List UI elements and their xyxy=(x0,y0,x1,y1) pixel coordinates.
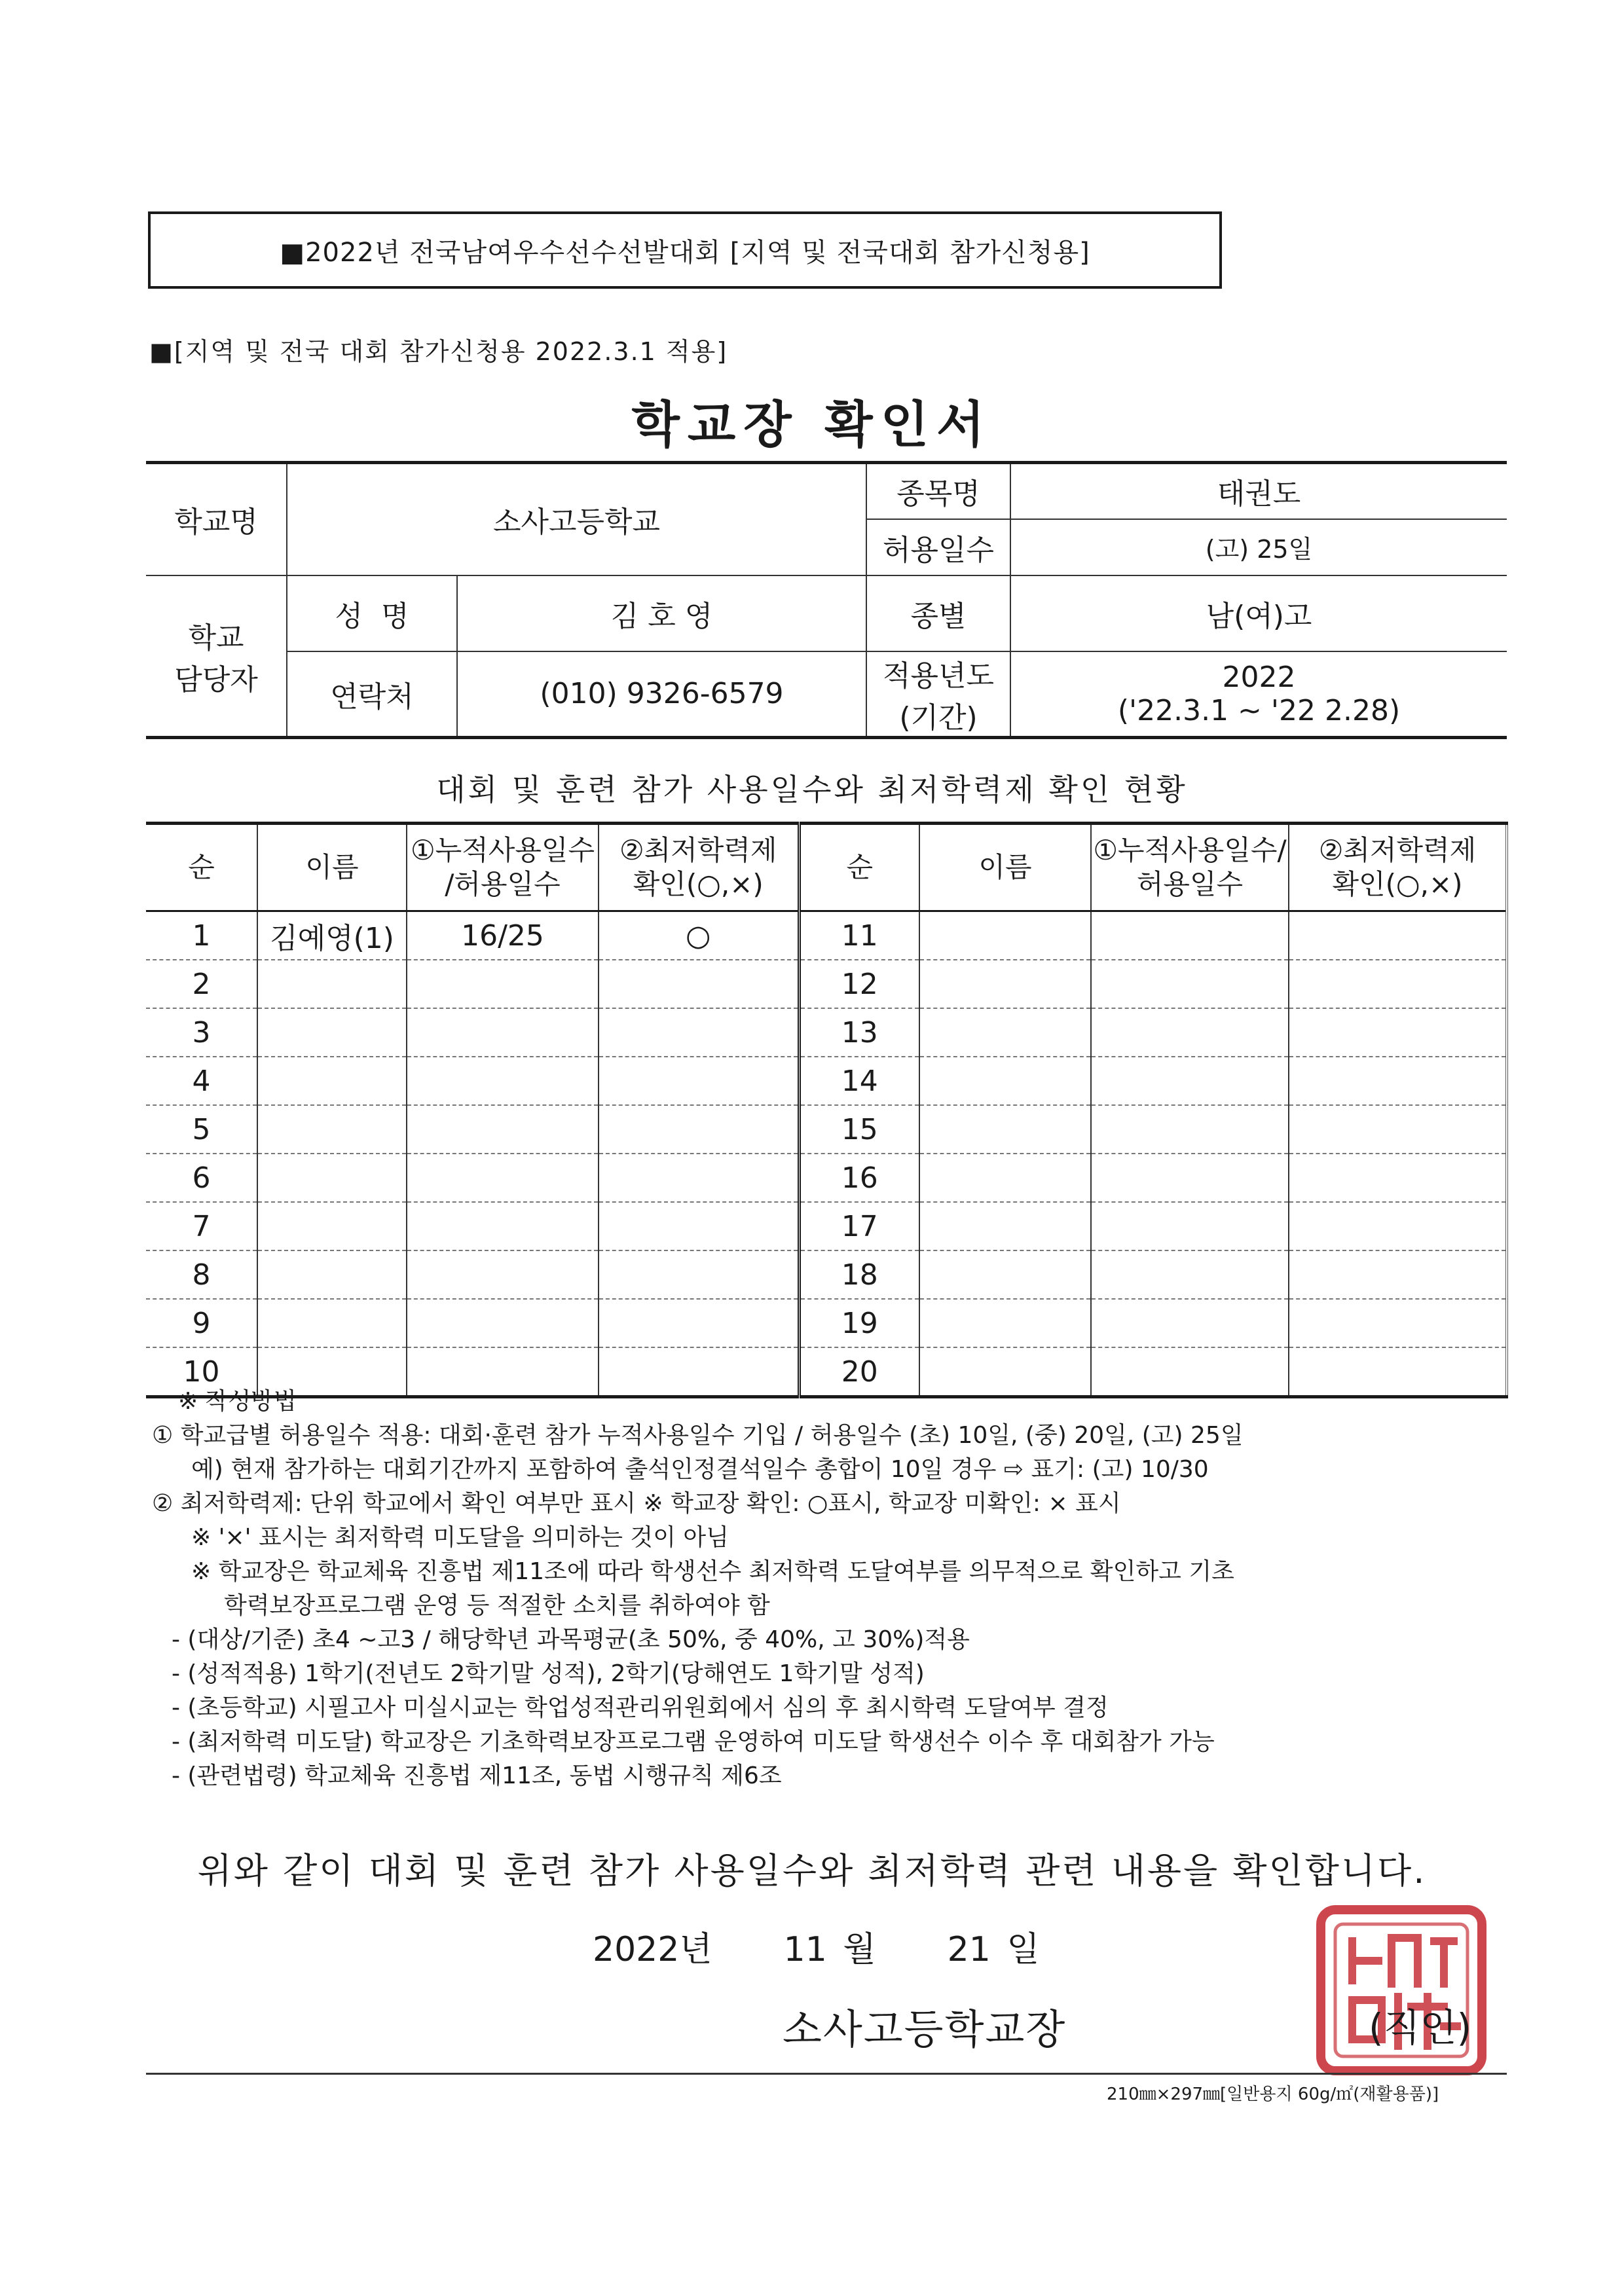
note-item: 예) 현재 참가하는 대회기간까지 포함하여 출석인정결석일수 총합이 10일 경우 ⇨ 표기: (고) 10/30 xyxy=(191,1456,1209,1483)
school-name-label: 학교명 xyxy=(146,463,287,575)
roster-row xyxy=(146,1008,1507,1057)
min-academic-check-cell xyxy=(1289,1008,1507,1057)
min-academic-check-cell xyxy=(1289,1105,1507,1154)
year-value xyxy=(1010,651,1507,738)
year-value-line1: 2022 xyxy=(1222,660,1296,694)
school-info-table xyxy=(146,461,1507,739)
category-value: 남(여)고 xyxy=(1010,575,1507,651)
paper-spec-footer: 210㎜×297㎜[일반용지 60g/㎡(재활용품)] xyxy=(1107,2085,1439,2104)
used-days-cell xyxy=(1091,1250,1289,1299)
row-number-cell: 11 xyxy=(799,911,919,960)
section-title: 대회 및 훈련 참가 사용일수와 최저학력제 확인 현황 xyxy=(436,772,1188,807)
student-name-cell xyxy=(919,1105,1091,1154)
staff-name-value: 김 호 영 xyxy=(457,575,866,651)
student-name-cell xyxy=(919,1299,1091,1347)
row-number-cell: 12 xyxy=(799,960,919,1008)
header-days-left-line1: ①누적사용일수 xyxy=(410,833,595,866)
row-number-cell: 20 xyxy=(799,1347,919,1397)
header-days-right-line2: 허용일수 xyxy=(1136,868,1244,900)
form-banner xyxy=(148,211,1222,289)
row-number-cell: 10 xyxy=(146,1347,257,1397)
note-item: ② 최저학력제: 단위 학교에서 확인 여부만 표시 ※ 학교장 확인: ○표시, 학교장 미확인: × 표시 xyxy=(152,1490,1121,1517)
row-number-cell: 8 xyxy=(146,1250,257,1299)
sport-label: 종목명 xyxy=(866,463,1010,519)
bottom-divider xyxy=(146,2073,1507,2075)
official-seal-icon xyxy=(1313,1902,1490,2079)
roster-row xyxy=(146,911,1507,960)
note-item: - (초등학교) 시필고사 미실시교는 학업성적관리위원회에서 심의 후 최시학력 도달여부 결정 xyxy=(172,1694,1109,1721)
used-days-cell xyxy=(1091,1299,1289,1347)
row-number-cell: 1 xyxy=(146,911,257,960)
used-days-cell xyxy=(1091,911,1289,960)
row-number-cell: 4 xyxy=(146,1057,257,1105)
banner-text: ■2022년 전국남여우수선수선발대회 [지역 및 전국대회 참가신청용] xyxy=(280,237,1090,268)
row-number-cell: 7 xyxy=(146,1202,257,1250)
year-label-line2: (기간) xyxy=(899,701,978,735)
min-academic-check-cell xyxy=(1289,960,1507,1008)
student-name-cell xyxy=(919,1202,1091,1250)
sport-value: 태권도 xyxy=(1010,463,1507,519)
used-days-cell xyxy=(1091,1057,1289,1105)
student-name-cell xyxy=(257,1154,407,1202)
student-name-cell xyxy=(919,911,1091,960)
used-days-cell xyxy=(407,1299,599,1347)
header-days-right xyxy=(1091,824,1289,911)
header-no-right: 순 xyxy=(799,824,919,911)
min-academic-check-cell xyxy=(599,1202,799,1250)
roster-row xyxy=(146,1250,1507,1299)
min-academic-check-cell xyxy=(1289,1299,1507,1347)
student-name-cell: 김예영(1) xyxy=(257,911,407,960)
year-value-line2: ('22.3.1 ~ '22 2.28) xyxy=(1117,693,1401,727)
note-item: - (최저학력 미도달) 학교장은 기초학력보장프로그램 운영하여 미도달 학생선수 이수 후 대회참가 가능 xyxy=(172,1728,1215,1755)
student-name-cell xyxy=(257,1105,407,1154)
date-month: 11 월 xyxy=(783,1930,876,1969)
roster-row xyxy=(146,1202,1507,1250)
student-name-cell xyxy=(257,960,407,1008)
issue-date xyxy=(593,1922,1040,1971)
date-day: 21 일 xyxy=(947,1930,1040,1969)
year-label xyxy=(866,651,1010,738)
header-name-left: 이름 xyxy=(257,824,407,911)
student-name-cell xyxy=(257,1057,407,1105)
used-days-cell xyxy=(407,1154,599,1202)
note-item: ※ '×' 표시는 최저학력 미도달을 의미하는 것이 아님 xyxy=(191,1524,729,1551)
row-number-cell: 14 xyxy=(799,1057,919,1105)
used-days-cell xyxy=(1091,1202,1289,1250)
header-check-left-line2: 확인(○,×) xyxy=(633,868,764,900)
staff-label-line1: 학교 xyxy=(188,621,244,655)
header-check-right xyxy=(1289,824,1507,911)
row-number-cell: 18 xyxy=(799,1250,919,1299)
contact-value: (010) 9326-6579 xyxy=(457,651,866,738)
staff-label-line2: 담당자 xyxy=(174,663,258,697)
min-academic-check-cell xyxy=(599,1057,799,1105)
min-academic-check-cell xyxy=(1289,1057,1507,1105)
used-days-cell xyxy=(1091,1008,1289,1057)
row-number-cell: 3 xyxy=(146,1008,257,1057)
student-name-cell xyxy=(919,1154,1091,1202)
roster-header-row xyxy=(146,824,1507,911)
roster-body xyxy=(146,911,1507,1397)
row-number-cell: 17 xyxy=(799,1202,919,1250)
row-number-cell: 9 xyxy=(146,1299,257,1347)
student-name-cell xyxy=(257,1202,407,1250)
header-check-left xyxy=(599,824,799,911)
seal-label: (직인) xyxy=(1369,2005,1472,2050)
staff-label xyxy=(146,575,287,738)
row-number-cell: 6 xyxy=(146,1154,257,1202)
page-title: 학교장 확인서 xyxy=(631,395,993,454)
header-days-left xyxy=(407,824,599,911)
student-name-cell xyxy=(919,1057,1091,1105)
min-academic-check-cell xyxy=(599,1299,799,1347)
used-days-cell xyxy=(407,1250,599,1299)
student-name-cell xyxy=(919,1008,1091,1057)
used-days-cell xyxy=(407,1202,599,1250)
min-academic-check-cell xyxy=(1289,1202,1507,1250)
row-number-cell: 2 xyxy=(146,960,257,1008)
writing-instructions xyxy=(152,1385,1501,1793)
header-check-right-line2: 확인(○,×) xyxy=(1332,868,1463,900)
used-days-cell xyxy=(407,1057,599,1105)
min-academic-check-cell xyxy=(599,960,799,1008)
school-name-value: 소사고등학교 xyxy=(287,463,866,575)
date-year: 2022년 xyxy=(593,1930,712,1969)
note-item: 학력보장프로그램 운영 등 적절한 소치를 취하여야 함 xyxy=(224,1592,770,1619)
used-days-cell xyxy=(1091,1154,1289,1202)
student-name-cell xyxy=(257,1299,407,1347)
used-days-cell xyxy=(407,960,599,1008)
allowed-days-label: 허용일수 xyxy=(866,519,1010,575)
min-academic-check-cell: ○ xyxy=(599,911,799,960)
row-number-cell: 15 xyxy=(799,1105,919,1154)
roster-row xyxy=(146,1154,1507,1202)
category-label: 종별 xyxy=(866,575,1010,651)
used-days-cell: 16/25 xyxy=(407,911,599,960)
used-days-cell xyxy=(1091,960,1289,1008)
note-item: ① 학교급별 허용일수 적용: 대회·훈련 참가 누적사용일수 기입 / 허용일수 (초) 10일, (중) 20일, (고) 25일 xyxy=(152,1422,1244,1449)
student-name-cell xyxy=(919,960,1091,1008)
staff-name-label: 성 명 xyxy=(287,575,457,651)
confirmation-statement: 위와 같이 대회 및 훈련 참가 사용일수와 최저학력 관련 내용을 확인합니다. xyxy=(197,1850,1427,1891)
student-name-cell xyxy=(257,1250,407,1299)
used-days-cell xyxy=(407,1008,599,1057)
header-days-left-line2: /허용일수 xyxy=(445,868,561,900)
header-days-right-line1: ①누적사용일수/ xyxy=(1093,833,1287,866)
row-number-cell: 13 xyxy=(799,1008,919,1057)
min-academic-check-cell xyxy=(599,1008,799,1057)
student-name-cell xyxy=(257,1008,407,1057)
note-item: ※ 학교장은 학교체육 진흥법 제11조에 따라 학생선수 최저학력 도달여부를 의무적으로 확인하고 기초 xyxy=(191,1558,1234,1585)
roster-table xyxy=(146,822,1508,1398)
used-days-cell xyxy=(407,1105,599,1154)
row-number-cell: 19 xyxy=(799,1299,919,1347)
allowed-days-value: (고) 25일 xyxy=(1010,519,1507,575)
notes-heading: ※ 작성방법 xyxy=(178,1388,297,1415)
form-subheading: ■[지역 및 전국 대회 참가신청용 2022.3.1 적용] xyxy=(149,337,728,366)
note-item: - (성적적용) 1학기(전년도 2학기말 성적), 2학기(당해연도 1학기말 성적) xyxy=(172,1660,925,1687)
used-days-cell xyxy=(1091,1105,1289,1154)
principal-name: 소사고등학교장 xyxy=(783,2005,1067,2053)
roster-row xyxy=(146,1299,1507,1347)
note-item: - (대상/기준) 초4 ~고3 / 해당학년 과목평균(초 50%, 중 40%, 고 30%)적용 xyxy=(172,1626,970,1653)
min-academic-check-cell xyxy=(1289,1154,1507,1202)
roster-row xyxy=(146,1105,1507,1154)
row-number-cell: 5 xyxy=(146,1105,257,1154)
contact-label: 연락처 xyxy=(287,651,457,738)
roster-row xyxy=(146,960,1507,1008)
roster-row xyxy=(146,1057,1507,1105)
header-check-right-line1: ②최저학력제 xyxy=(1318,833,1477,866)
header-name-right: 이름 xyxy=(919,824,1091,911)
min-academic-check-cell xyxy=(1289,911,1507,960)
min-academic-check-cell xyxy=(599,1154,799,1202)
year-label-line1: 적용년도 xyxy=(882,659,994,693)
min-academic-check-cell xyxy=(599,1105,799,1154)
note-item: - (관련법령) 학교체육 진흥법 제11조, 동법 시행규칙 제6조 xyxy=(172,1762,782,1789)
min-academic-check-cell xyxy=(599,1250,799,1299)
header-check-left-line1: ②최저학력제 xyxy=(619,833,777,866)
header-no-left: 순 xyxy=(146,824,257,911)
student-name-cell xyxy=(919,1250,1091,1299)
min-academic-check-cell xyxy=(1289,1250,1507,1299)
row-number-cell: 16 xyxy=(799,1154,919,1202)
